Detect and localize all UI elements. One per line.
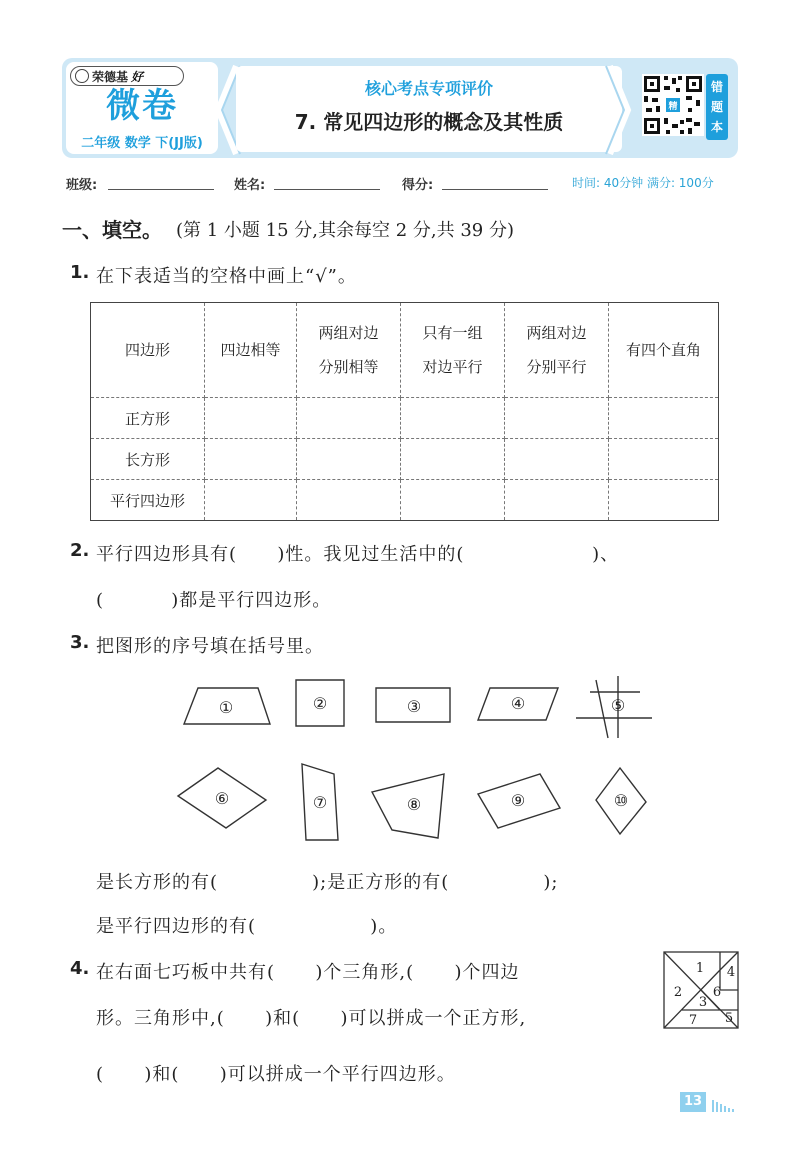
qr-center-label: 精 [668, 102, 678, 112]
answer-cell[interactable] [505, 439, 609, 480]
figure-10-rhombus [596, 768, 646, 834]
answer-cell[interactable] [297, 398, 401, 439]
tangram-label: 4 [726, 965, 736, 980]
qr-code-icon[interactable] [642, 74, 704, 136]
question-4-line-3[interactable]: ( )和( )可以拼成一个平行四边形。 [96, 1064, 456, 1085]
question-3-answer-line-1[interactable]: 是长方形的有( );是正方形的有( ); [96, 872, 559, 893]
question-1-text: 在下表适当的空格中画上“√”。 [96, 266, 357, 287]
figure-label: ④ [510, 694, 526, 713]
question-2-line-1[interactable]: 平行四边形具有( )性。我见过生活中的( )、 [96, 544, 620, 565]
section-scoring-note: (第 1 小题 15 分,其余每空 2 分,共 39 分) [176, 220, 514, 241]
answer-cell[interactable] [297, 480, 401, 521]
row-label-rectangle: 长方形 [91, 439, 205, 480]
question-4-line-1[interactable]: 在右面七巧板中共有( )个三角形,( )个四边 [96, 962, 520, 983]
question-3-text: 把图形的序号填在括号里。 [96, 636, 324, 657]
answer-cell[interactable] [609, 480, 719, 521]
figure-3-rectangle [376, 688, 450, 722]
grade-subject-label: 二年级 数学 下(JJ版) [81, 136, 203, 151]
table-header-cell: 只有一组 对边平行 [401, 303, 505, 398]
answer-cell[interactable] [401, 398, 505, 439]
figure-label: ⑩ [613, 791, 629, 810]
question-4-number: 4. [70, 958, 90, 979]
figure-1-trapezoid [184, 688, 270, 724]
figure-label: ① [218, 698, 234, 717]
tangram-label: 1 [695, 961, 705, 976]
page-tab-stripe [720, 1104, 722, 1112]
score-field[interactable] [442, 189, 548, 190]
tangram-label: 3 [698, 995, 708, 1010]
answer-cell[interactable] [401, 439, 505, 480]
table-header-cell: 两组对边 分别相等 [297, 303, 401, 398]
table-row [91, 398, 719, 439]
answer-cell[interactable] [505, 480, 609, 521]
score-label: 得分: [402, 178, 434, 193]
answer-cell[interactable] [205, 439, 297, 480]
question-4-line-2[interactable]: 形。三角形中,( )和( )可以拼成一个正方形, [96, 1008, 527, 1029]
figure-label: ⑦ [312, 793, 328, 812]
quadrilateral-properties-table [90, 302, 719, 521]
answer-cell[interactable] [297, 439, 401, 480]
name-label: 姓名: [234, 178, 266, 193]
name-field[interactable] [274, 189, 380, 190]
figure-label: ⑥ [214, 789, 230, 808]
row-label-parallelogram: 平行四边形 [91, 480, 205, 521]
figure-9-parallelogram [478, 774, 560, 828]
brand-title: 微卷 [106, 86, 178, 126]
tangram-label: 6 [712, 985, 722, 1000]
table-row [91, 480, 719, 521]
figure-5-line [596, 680, 608, 738]
tangram-label: 2 [673, 985, 683, 1000]
question-3-answer-line-2[interactable]: 是平行四边形的有( )。 [96, 916, 398, 937]
error-book-label: 错题本 [711, 80, 724, 134]
figure-8-trapezoid [372, 774, 444, 838]
question-3-number: 3. [70, 632, 90, 653]
tangram-label: 5 [724, 1011, 734, 1026]
figure-2-square [296, 680, 344, 726]
table-row [91, 439, 719, 480]
figure-6-rectangle [178, 768, 266, 828]
table-header-cell: 四边形 [91, 303, 205, 398]
question-1-number: 1. [70, 262, 90, 283]
question-2-line-2[interactable]: ( )都是平行四边形。 [96, 590, 332, 611]
figure-7-quadrilateral [302, 764, 338, 840]
class-field[interactable] [108, 189, 214, 190]
page-tab-stripe [724, 1106, 726, 1112]
page-tab-stripe [716, 1102, 718, 1112]
error-book-tag [706, 74, 728, 140]
figure-4-parallelogram [478, 688, 558, 720]
answer-cell[interactable] [609, 398, 719, 439]
class-label: 班级: [66, 178, 98, 193]
time-score-info: 时间: 40分钟 满分: 100分 [572, 176, 714, 190]
page-tab-stripe [712, 1100, 714, 1112]
brand-logo-mark: 好 [131, 69, 144, 84]
page-tab-stripe [732, 1109, 734, 1112]
answer-cell[interactable] [401, 480, 505, 521]
figure-label: ⑨ [510, 791, 526, 810]
figure-label: ⑧ [406, 795, 422, 814]
table-header-cell: 四边相等 [205, 303, 297, 398]
tangram-label: 7 [688, 1013, 698, 1028]
brand-logo [70, 66, 184, 86]
row-label-square: 正方形 [91, 398, 205, 439]
unit-title: 7. 常见四边形的概念及其性质 [294, 110, 564, 134]
section-kicker: 核心考点专项评价 [364, 79, 493, 98]
answer-cell[interactable] [205, 480, 297, 521]
section-heading: 一、填空。 [62, 218, 162, 242]
table-header-row [91, 303, 719, 398]
answer-cell[interactable] [505, 398, 609, 439]
answer-cell[interactable] [205, 398, 297, 439]
figure-label: ⑤ [610, 696, 626, 715]
question-2-number: 2. [70, 540, 90, 561]
page-tab-stripe [728, 1108, 730, 1112]
figure-label: ③ [406, 697, 422, 716]
mascot-face-icon [75, 69, 89, 83]
brand-logo-text: 荣德基 [92, 69, 129, 84]
table-header-cell: 有四个直角 [609, 303, 719, 398]
answer-cell[interactable] [609, 439, 719, 480]
page-number: 13 [680, 1092, 706, 1112]
tangram-figure [664, 952, 738, 1028]
table-header-cell: 两组对边 分别平行 [505, 303, 609, 398]
figure-label: ② [312, 694, 328, 713]
